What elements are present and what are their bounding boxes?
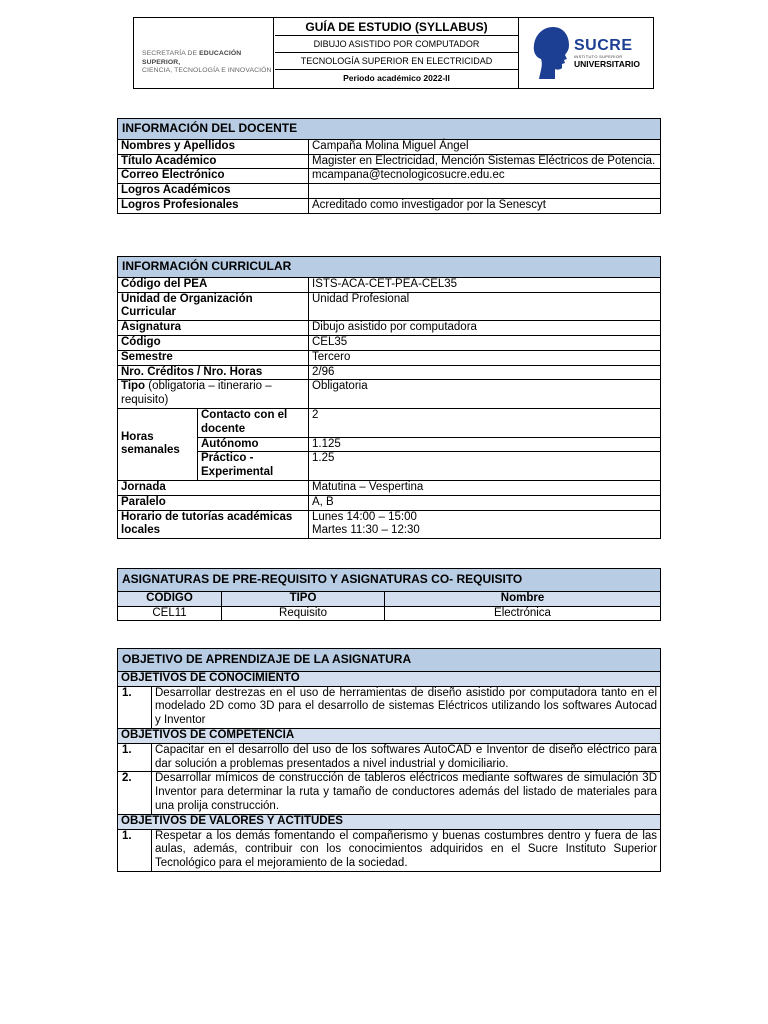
- table-row: Horas semanales Contacto con el docente 2: [118, 408, 661, 437]
- table-row: Título Académico Magister en Electricidad, Mención Sistemas Eléctricos de Potencia.: [118, 154, 661, 169]
- secretaria-logo: [134, 18, 274, 88]
- sucre-name: SUCRE: [574, 37, 633, 54]
- sucre-head-icon: [531, 25, 571, 81]
- table-row: Jornada Matutina – Vespertina: [118, 480, 661, 495]
- list-item: 1. Desarrollar destrezas en el uso de herramientas de diseño asistido por computadora tanto en el modelado 2D como 3D para el desarrollo de sistemas Eléctricos utilizando los softwares Autocad y Inventor: [118, 686, 661, 728]
- curricular-table: [117, 256, 661, 539]
- table-row: Tipo (obligatoria – itinerario – requisito) Obligatoria: [118, 380, 661, 409]
- table-row: Horario de tutorías académicas locales Lunes 14:00 – 15:00 Martes 11:30 – 12:30: [118, 510, 661, 539]
- secretaria-text-b: EDUCACIÓN SUPERIOR,: [142, 50, 242, 66]
- table-row: CEL11 Requisito Electrónica: [118, 606, 661, 621]
- docente-table: [117, 118, 661, 214]
- table-row: Código CEL35: [118, 335, 661, 350]
- table-row: Práctico - Experimental 1.25: [118, 452, 661, 481]
- valores-title: OBJETIVOS DE VALORES Y ACTITUDES: [118, 814, 661, 829]
- table-row: Unidad de Organización Curricular Unidad Profesional: [118, 292, 661, 321]
- table-row: Logros Profesionales Acreditado como investigador por la Senescyt: [118, 198, 661, 213]
- table-row: Asignatura Dibujo asistido por computadora: [118, 321, 661, 336]
- table-row: Semestre Tercero: [118, 350, 661, 365]
- objetivos-title: OBJETIVO DE APRENDIZAJE DE LA ASIGNATURA: [118, 649, 661, 672]
- sucre-small: INSTITUTO SUPERIOR: [574, 54, 623, 59]
- docente-title: INFORMACIÓN DEL DOCENTE: [118, 119, 661, 140]
- table-row: Nro. Créditos / Nro. Horas 2/96: [118, 365, 661, 380]
- table-row: Autónomo 1.125: [118, 437, 661, 452]
- requisitos-table: [117, 568, 661, 621]
- table-row: Correo Electrónico mcampana@tecnologicosucre.edu.ec: [118, 169, 661, 184]
- syllabus-title: GUÍA DE ESTUDIO (SYLLABUS): [275, 18, 518, 36]
- secretaria-text-c: CIENCIA, TECNOLOGÍA E INNOVACIÓN: [142, 67, 272, 75]
- conocimiento-title: OBJETIVOS DE CONOCIMIENTO: [118, 671, 661, 686]
- syllabus-period: Periodo académico 2022-II: [343, 73, 450, 83]
- document-header: [133, 17, 654, 89]
- curricular-title: INFORMACIÓN CURRICULAR: [118, 257, 661, 278]
- sucre-logo: [518, 18, 653, 88]
- table-row: Paralelo A, B: [118, 495, 661, 510]
- competencia-title: OBJETIVOS DE COMPETENCIA: [118, 728, 661, 743]
- table-row: Nombres y Apellidos Campaña Molina Miguel Ángel: [118, 139, 661, 154]
- requisitos-title: ASIGNATURAS DE PRE-REQUISITO Y ASIGNATURAS CO- REQUISITO: [118, 569, 661, 592]
- table-row: Código del PEA ISTS-ACA-CET-PEA-CEL35: [118, 277, 661, 292]
- syllabus-career: TECNOLOGÍA SUPERIOR EN ELECTRICIDAD: [275, 53, 518, 70]
- sucre-bottom: UNIVERSITARIO: [574, 59, 640, 69]
- list-item: 1. Capacitar en el desarrollo del uso de los softwares AutoCAD e Inventor de diseño eléctrico para dar solución a problemas presentados a nivel industrial y domiciliario.: [118, 743, 661, 772]
- list-item: 1. Respetar a los demás fomentando el compañerismo y buenas costumbres dentro y fuera de las aulas, además, contribuir con los conocimientos adquiridos en el Sucre Instituto Superior Tecnológico para el mejoramiento de la sociedad.: [118, 829, 661, 871]
- table-header-row: CODIGO TIPO Nombre: [118, 591, 661, 606]
- secretaria-text-a: SECRETARÍA DE: [142, 50, 200, 57]
- table-row: Logros Académicos: [118, 184, 661, 199]
- syllabus-subject: DIBUJO ASISTIDO POR COMPUTADOR: [275, 36, 518, 53]
- list-item: 2. Desarrollar mímicos de construcción de tableros eléctricos mediante softwares de simulación 3D Inventor para determinar la ruta y tamaño de conductores además del listado de materiales para una prolija construcción.: [118, 772, 661, 814]
- header-titles: [275, 18, 518, 88]
- objetivos-table: [117, 648, 661, 872]
